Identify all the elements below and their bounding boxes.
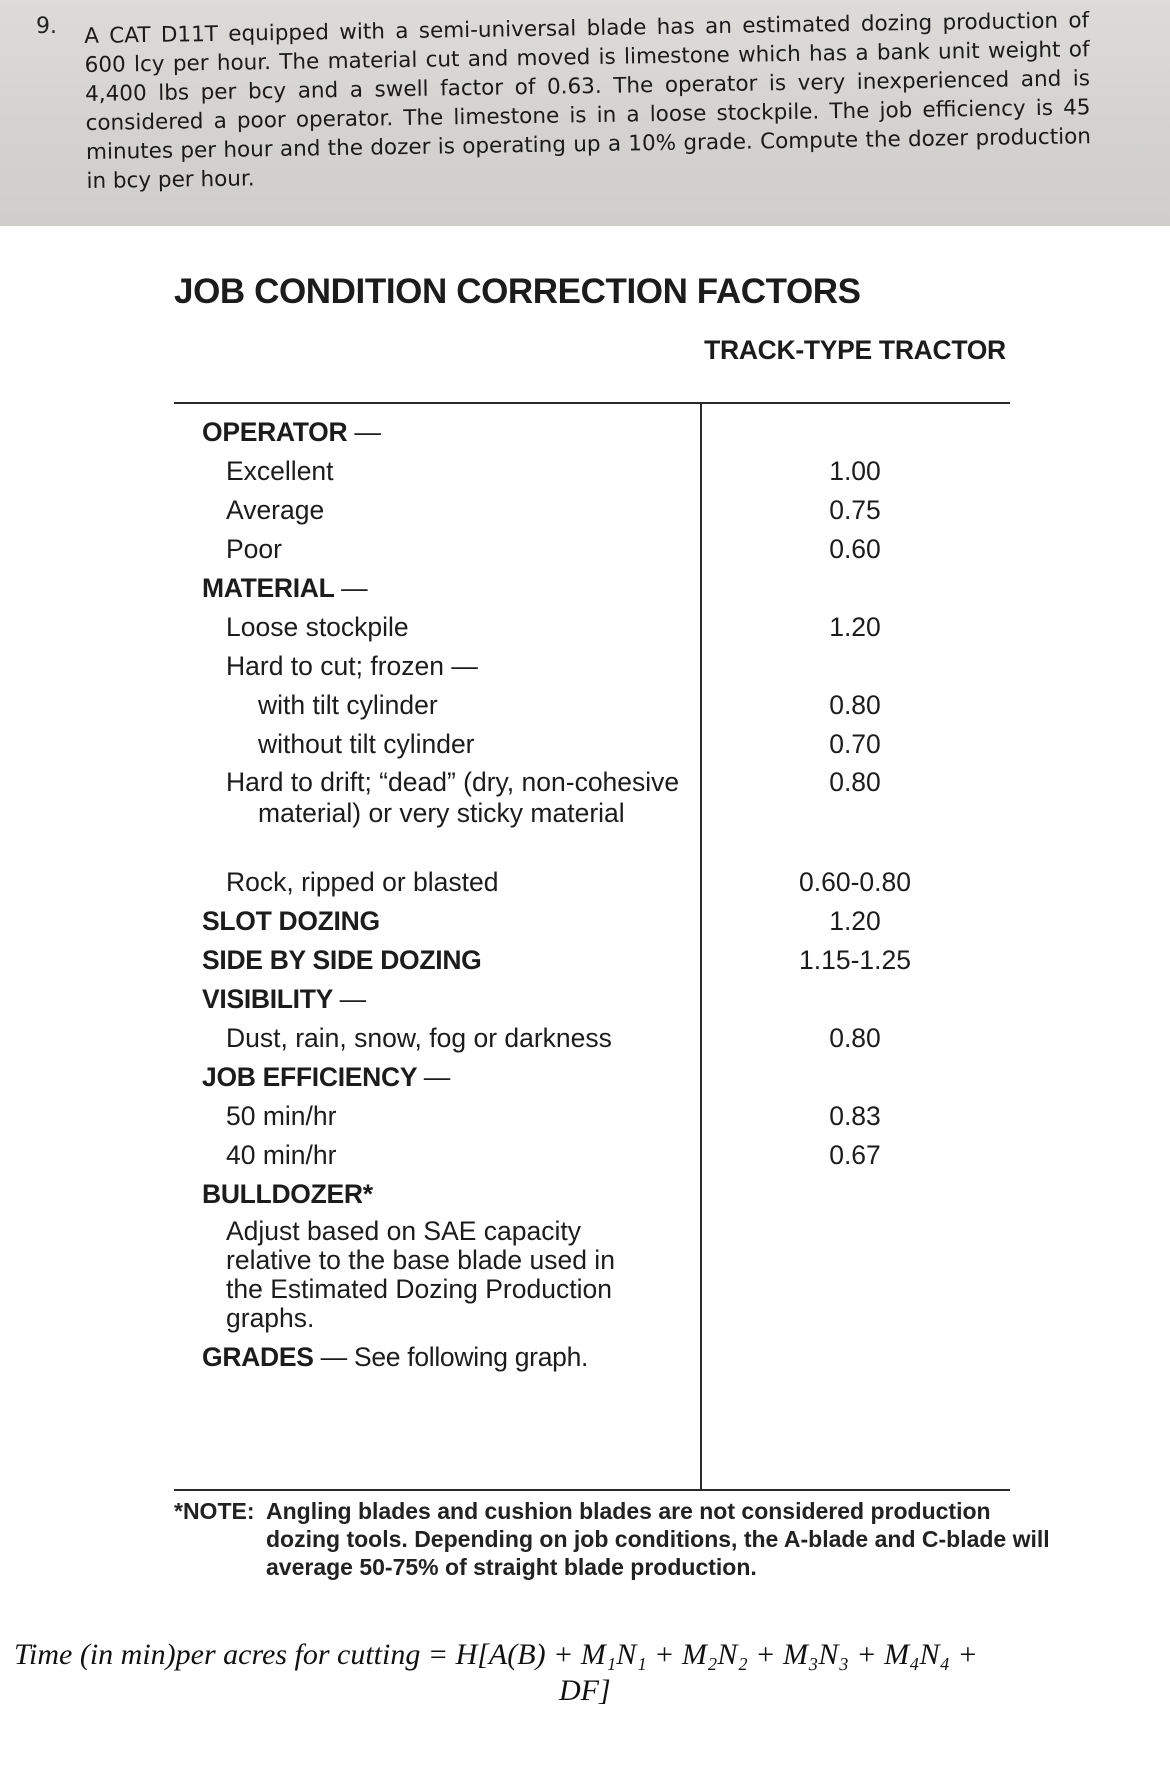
row-value: 0.80 [829, 1023, 881, 1053]
row-label: SLOT DOZING [202, 906, 380, 936]
row-value: 1.20 [829, 906, 881, 936]
row-label: 40 min/hr [226, 1140, 337, 1170]
category-job-efficiency: JOB EFFICIENCY [202, 1062, 417, 1092]
category-dash: — [320, 1342, 347, 1372]
correction-factor-table [0, 226, 1170, 1765]
note-text: Angling blades and cushion blades are not considered production dozing tools. Depending on job conditions, the A-blade and C-blade will average 50-75% of straight blade production. [266, 1498, 1050, 1580]
row-label [202, 572, 692, 605]
row-label: Rock, ripped or blasted [226, 867, 499, 897]
row-label: Excellent [226, 456, 334, 486]
category-operator: OPERATOR [202, 417, 348, 447]
problem-statement-panel [0, 0, 1170, 226]
category-grades: GRADES [202, 1342, 314, 1372]
column-header [700, 334, 1010, 366]
row-label: BULLDOZER* [202, 1179, 373, 1209]
formula-line-2: DF] [559, 1674, 611, 1707]
row-label: Adjust based on SAE capacity relative to the base blade used in the Estimated Dozing Production graphs. [226, 1216, 615, 1333]
category-material: MATERIAL [202, 573, 335, 603]
category-dash: — [341, 573, 368, 603]
table-title: JOB CONDITION CORRECTION FACTORS [174, 272, 861, 311]
row-label: Hard to cut; frozen — [226, 651, 478, 681]
table-bottom-rule [174, 1489, 1010, 1491]
grades-note: See following graph. [353, 1342, 589, 1372]
row-label [202, 1341, 802, 1374]
formula-line-1: Time (in min)per acres for cutting = H[A(B) + M₁N₁ + M₂N₂ + M₃N₃ + M₄N₄ + [14, 1638, 978, 1671]
category-dash: — [339, 984, 366, 1014]
row-value: 0.67 [829, 1140, 881, 1170]
row-label [202, 1061, 692, 1094]
row-label: SIDE BY SIDE DOZING [202, 945, 482, 975]
row-value: 1.15-1.25 [799, 945, 911, 975]
row-label: with tilt cylinder [258, 690, 438, 720]
row-label: Hard to drift; “dead” (dry, non-cohesive material) or very sticky material [226, 767, 680, 828]
row-value: 0.60 [829, 534, 881, 564]
note-label: *NOTE: [174, 1498, 255, 1524]
row-value: 0.75 [829, 495, 881, 525]
row-label: Loose stockpile [226, 612, 409, 642]
cutting-time-formula [14, 1637, 1164, 1709]
category-dash: — [423, 1062, 450, 1092]
table-footnote [174, 1497, 1054, 1581]
column-header-text: TRACK-TYPE TRACTOR [704, 335, 1006, 365]
category-visibility: VISIBILITY [202, 984, 333, 1014]
row-value: 0.80 [829, 767, 881, 797]
table-top-rule [174, 402, 1010, 404]
problem-number: 9. [36, 14, 57, 39]
row-value: 0.83 [829, 1101, 881, 1131]
row-label: 50 min/hr [226, 1101, 337, 1131]
row-label: Average [226, 495, 325, 525]
row-value: 1.00 [829, 456, 881, 486]
row-label: without tilt cylinder [258, 729, 475, 759]
row-label [202, 416, 692, 449]
row-value: 0.60-0.80 [799, 867, 911, 897]
row-value: 0.80 [829, 690, 881, 720]
row-label: Dust, rain, snow, fog or darkness [226, 1023, 612, 1053]
row-label: Poor [226, 534, 282, 564]
category-dash: — [354, 417, 381, 447]
row-value: 1.20 [829, 612, 881, 642]
problem-text: A CAT D11T equipped with a semi-universal blade has an estimated dozing production of 600 lcy per hour. The material cut and moved is limestone which has a bank unit weight of 4,400 lbs per bcy and a swell factor of 0.63. The operator is very inexperienced and is considered a poor operator. The limestone is in a loose stockpile. The job efficiency is 45 minutes per hour and the dozer is operating up a 10% grade. Compute the dozer production in bcy per hour. [84, 8, 1092, 194]
row-value: 0.70 [829, 729, 881, 759]
row-label [202, 983, 692, 1016]
